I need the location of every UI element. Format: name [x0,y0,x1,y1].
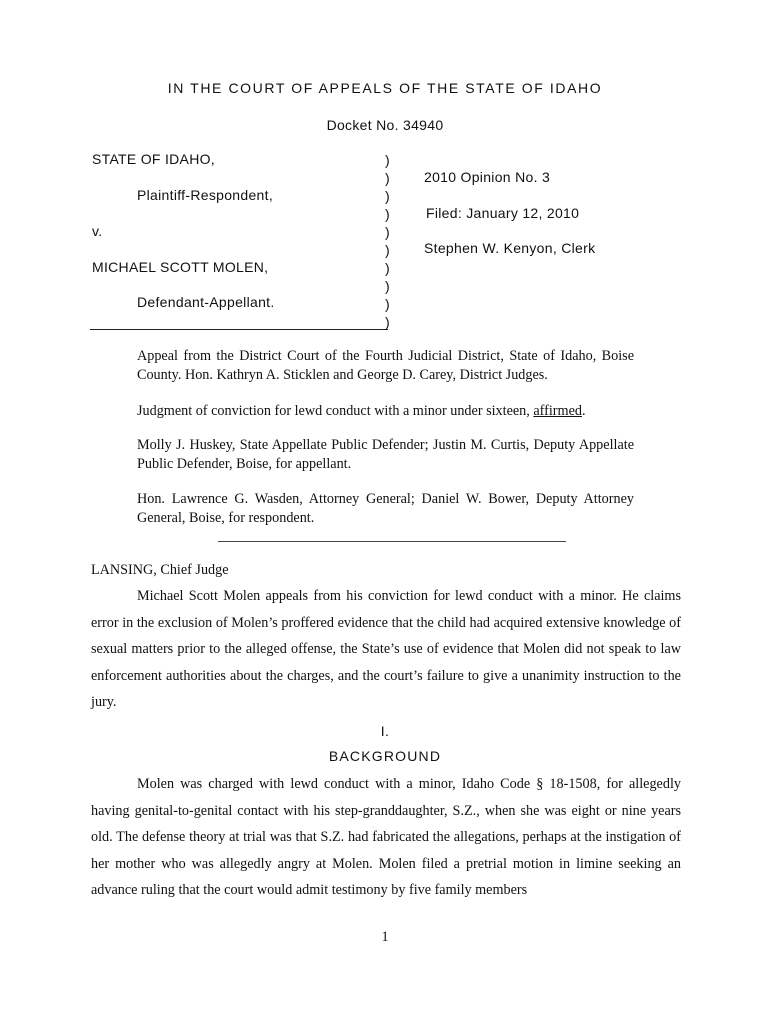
opinion-number: 2010 Opinion No. 3 [424,169,551,185]
section-number: I. [380,723,390,739]
docket-number: Docket No. 34940 [326,117,444,133]
respondent-counsel: Hon. Lawrence G. Wasden, Attorney General; Daniel W. Bower, Deputy Attorney General, Boise, for respondent. [137,491,634,526]
paren: ) [385,152,390,168]
plaintiff-name: STATE OF IDAHO, [92,151,215,167]
court-title: IN THE COURT OF APPEALS OF THE STATE OF IDAHO [167,80,603,96]
appeal-from: Appeal from the District Court of the Fourth Judicial District, State of Idaho, Boise County. Hon. Kathryn A. Sticklen and George D. Carey, District Judges. [137,348,634,383]
summary-separator [218,541,566,542]
paren: ) [385,206,390,222]
intro-paragraph: Michael Scott Molen appeals from his conviction for lewd conduct with a minor. He claims error in the exclusion of Molen’s proffered evidence that the child had acquired extensive knowledge of sexual matters prior to the alleged offense, the State’s use of evidence that Molen did not speak to law enforcement authorities about the charges, and the court’s failure to give a unanimity instruction to the jury. [91,588,681,711]
caption-rule [90,329,388,330]
paren: ) [385,188,390,204]
defendant-name: MICHAEL SCOTT MOLEN, [92,259,269,275]
versus-label: v. [92,223,103,239]
judgment-suffix: . [581,403,586,419]
paren: ) [385,170,390,186]
page-number: 1 [381,929,389,945]
judgment-line [137,402,634,421]
section-title: BACKGROUND [328,748,442,764]
paren: ) [385,278,390,294]
judgment-result: affirmed [533,403,582,419]
opinion-author: LANSING, Chief Judge [91,562,229,578]
defendant-role: Defendant-Appellant. [137,294,275,310]
background-paragraph: Molen was charged with lewd conduct with a minor, Idaho Code § 18-1508, for allegedly having genital-to-genital contact with his step-granddaughter, S.Z., when she was eight or nine years old. The defense theory at trial was that S.Z. had fabricated the allegations, perhaps at the instigation of her mother who was allegedly angry at Molen. Molen filed a pretrial motion in limine seeking an advance ruling that the court would admit testimony by five family members [91,776,681,899]
paren: ) [385,224,390,240]
plaintiff-role: Plaintiff-Respondent, [137,187,274,203]
caption-parens [385,151,395,331]
appellant-counsel: Molly J. Huskey, State Appellate Public Defender; Justin M. Curtis, Deputy Appellate Public Defender, Boise, for appellant. [137,437,634,472]
judgment-prefix: Judgment of conviction for lewd conduct with a minor under sixteen, [137,403,534,419]
paren: ) [385,296,390,312]
paren: ) [385,260,390,276]
paren: ) [385,314,390,330]
clerk-name: Stephen W. Kenyon, Clerk [424,240,596,256]
filed-date: Filed: January 12, 2010 [426,205,580,221]
paren: ) [385,242,390,258]
